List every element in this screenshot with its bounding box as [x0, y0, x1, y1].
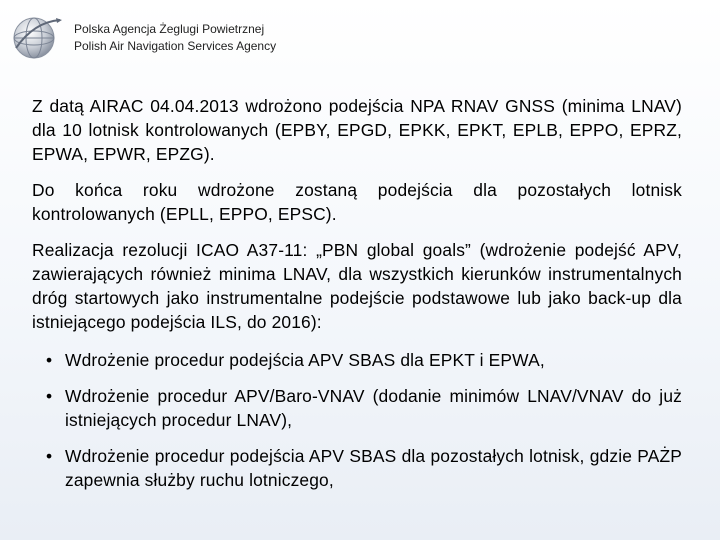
bullet-text: Wdrożenie procedur podejścia APV SBAS dla pozostałych lotnisk, gdzie PAŻP zapewnia służby ruchu lotniczego, [65, 446, 682, 490]
slide-content [32, 94, 682, 504]
list-item [32, 444, 682, 492]
list-item [32, 384, 682, 432]
organization-name-pl: Polska Agencja Żeglugi Powietrznej [74, 22, 265, 36]
paragraph-airac: Z datą AIRAC 04.04.2013 wdrożono podejścia NPA RNAV GNSS (minima LNAV) dla 10 lotnisk kontrolowanych (EPBY, EPGD, EPKK, EPKT, EPLB, EPPO, EPRZ, EPWA, EPWR, EPZG). [32, 96, 682, 164]
organization-name-en: Polish Air Navigation Services Agency [74, 39, 277, 53]
bullet-dot: • [46, 350, 53, 370]
bullet-dot: • [46, 446, 53, 466]
paragraph-end-of-year: Do końca roku wdrożone zostaną podejścia dla pozostałych lotnisk kontrolowanych (EPLL, EPPO, EPSC). [32, 180, 682, 224]
list-item [32, 348, 682, 372]
bullet-list [32, 348, 682, 492]
bullet-text: Wdrożenie procedur APV/Baro-VNAV (dodanie minimów LNAV/VNAV do już istniejących procedur LNAV), [65, 386, 682, 430]
organization-name [74, 21, 276, 55]
bullet-dot: • [46, 386, 53, 406]
bullet-text: Wdrożenie procedur podejścia APV SBAS dla EPKT i EPWA, [65, 350, 545, 370]
paragraph-icao-resolution: Realizacja rezolucji ICAO A37-11: „PBN global goals” (wdrożenie podejść APV, zawierających również minima LNAV, dla wszystkich kierunków instrumentalnych dróg startowych jako instrumentalne podejście podstawowe lub jako back-up dla istniejącego podejścia ILS, do 2016): [32, 240, 682, 332]
pansa-globe-logo-icon [8, 12, 64, 62]
